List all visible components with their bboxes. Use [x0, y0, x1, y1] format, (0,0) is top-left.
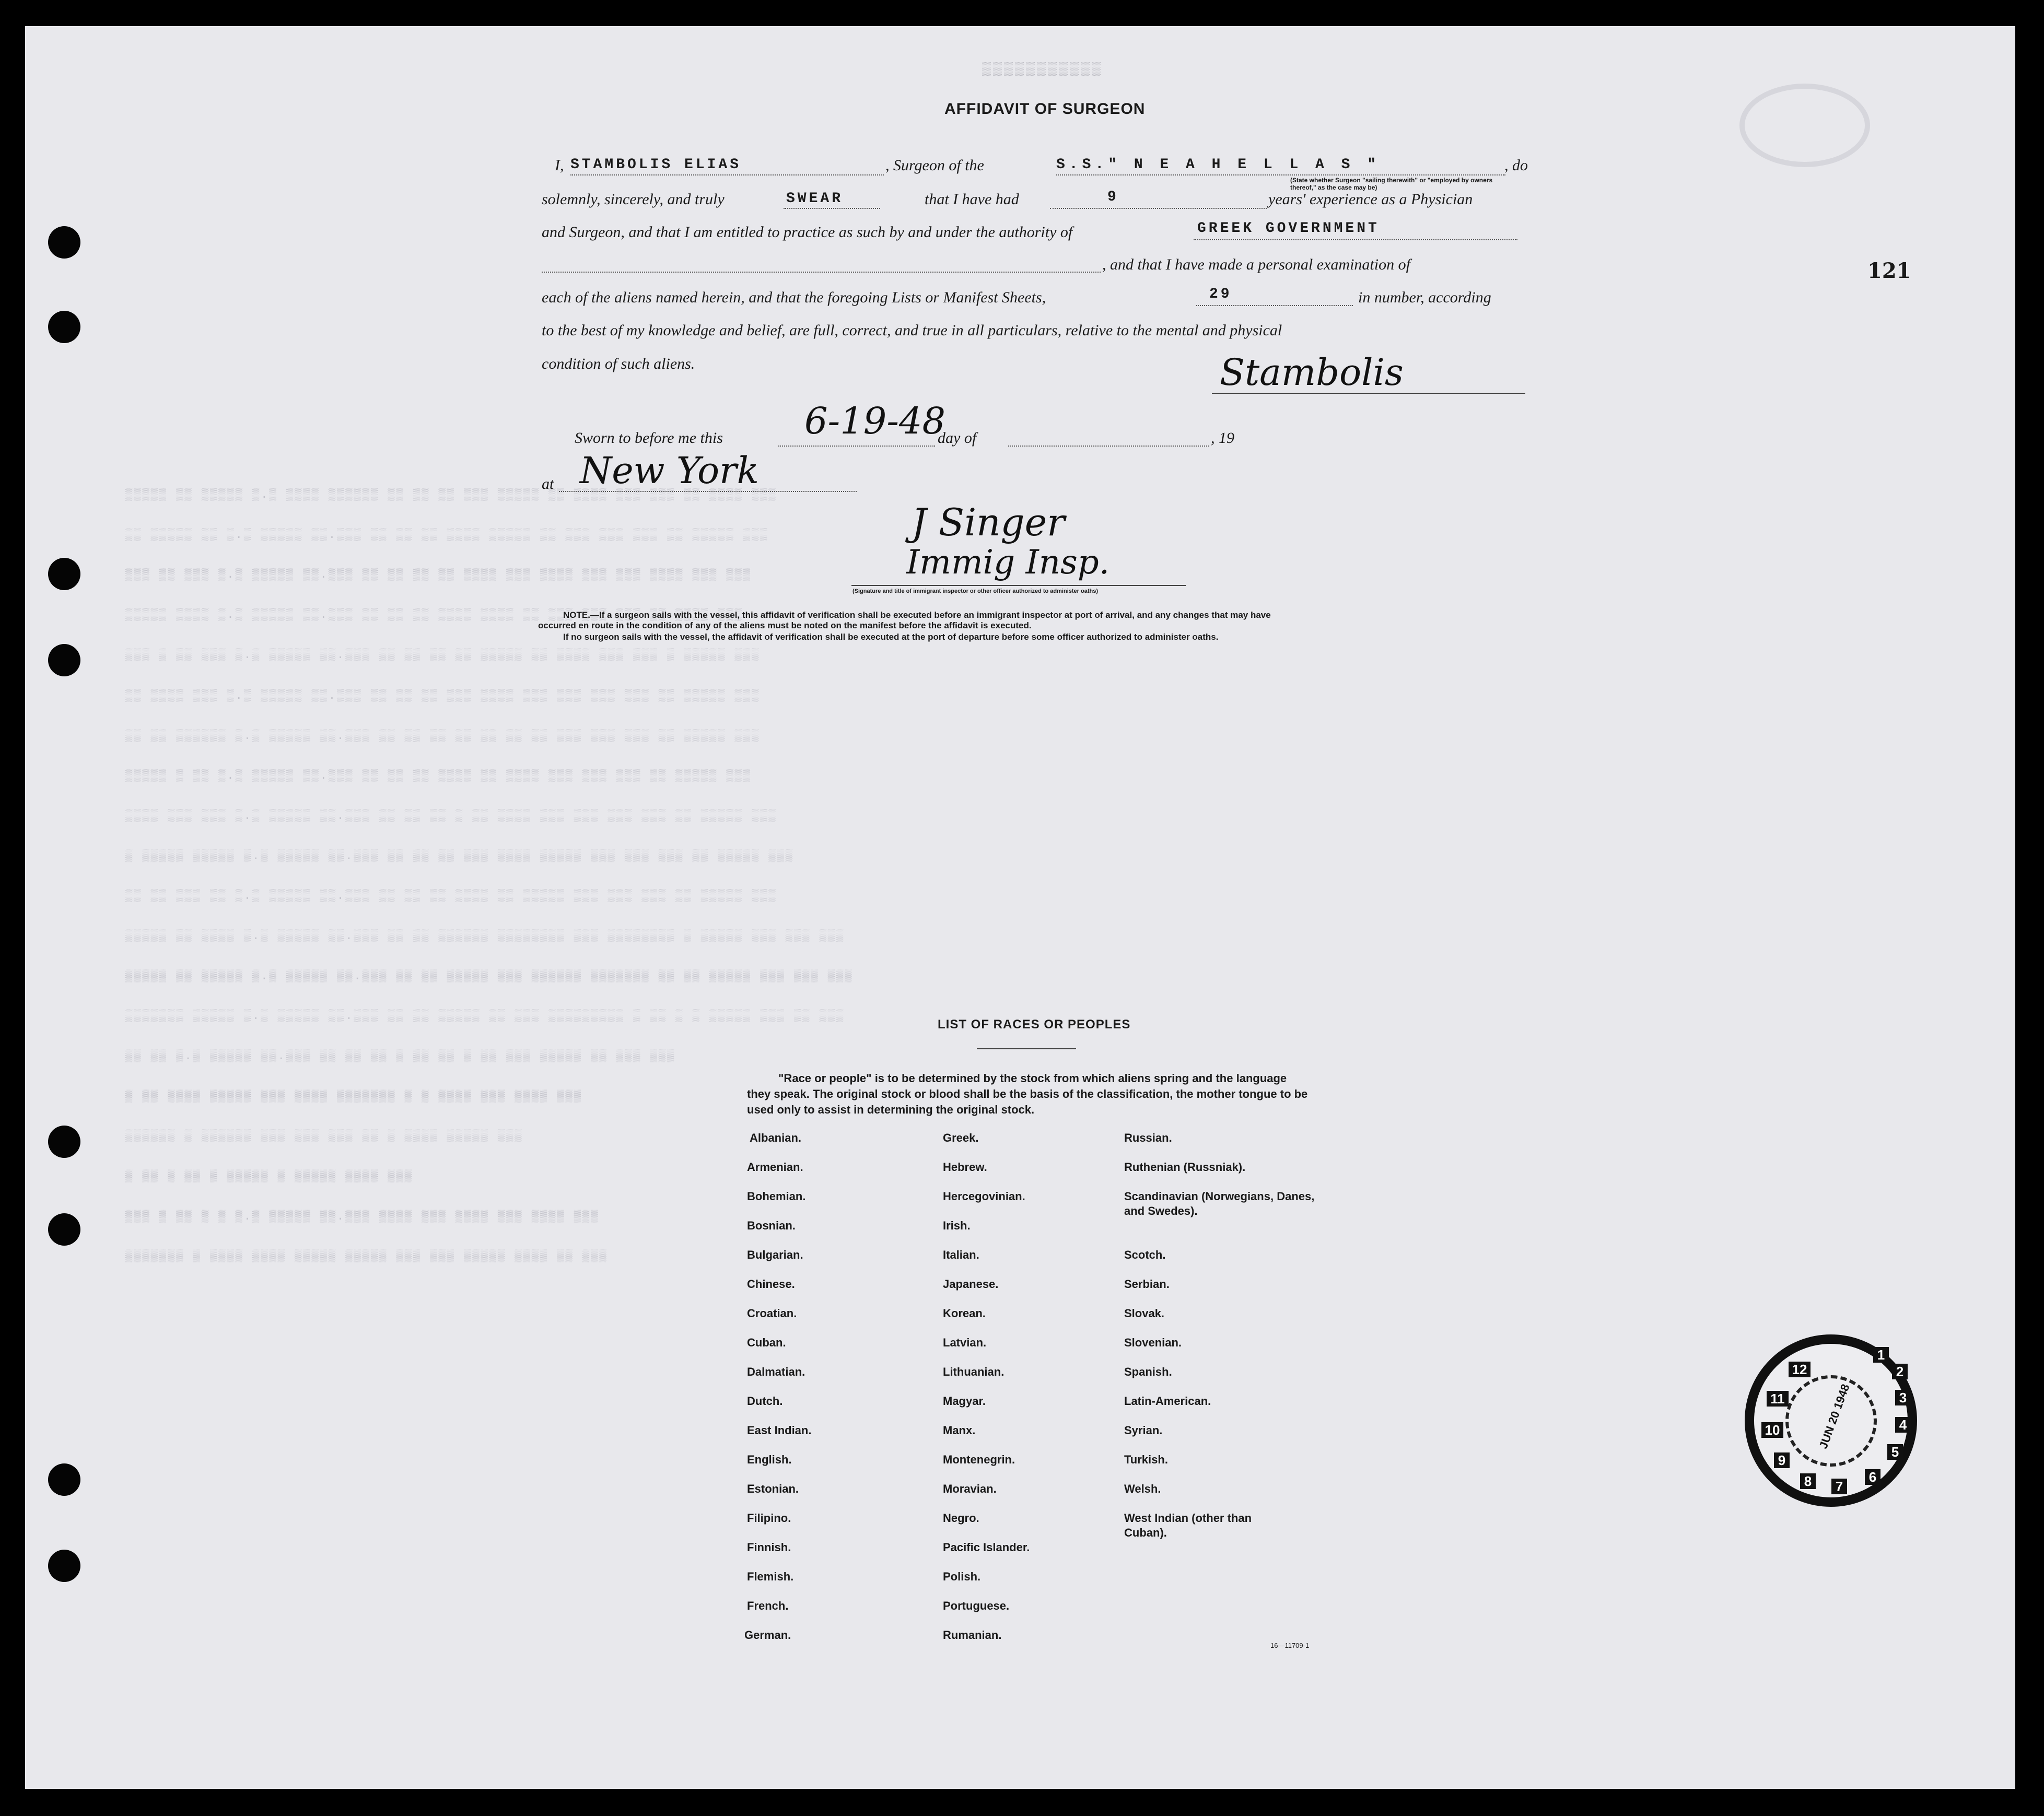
binder-hole — [48, 311, 80, 343]
race-item: Polish. — [943, 1570, 981, 1583]
race-item: Korean. — [943, 1307, 986, 1320]
race-item: Japanese. — [943, 1278, 999, 1291]
note-line-3: If no surgeon sails with the vessel, the affidavit of verification shall be executed at the port of departure before some officer authorized to administer oaths. — [563, 632, 1219, 642]
surgeon-signature: Stambolis — [1220, 351, 1404, 394]
race-item: Montenegrin. — [943, 1453, 1015, 1466]
race-item: Albanian. — [750, 1131, 802, 1144]
stamp-inner-ring — [1785, 1375, 1877, 1467]
race-item: Greek. — [943, 1131, 979, 1144]
stamp-digit: 8 — [1800, 1473, 1816, 1489]
binder-hole — [48, 644, 80, 676]
ship-name-field: S.S." N E A H E L L A S " — [1056, 157, 1381, 173]
race-item: Cuban. — [747, 1336, 786, 1349]
race-item: Slovenian. — [1124, 1336, 1182, 1349]
race-item: Pacific Islander. — [943, 1541, 1030, 1554]
race-item: Scotch. — [1124, 1248, 1166, 1261]
text-fragment: , 19 — [1211, 429, 1234, 447]
note-line-2: occurred en route in the condition of any of the aliens must be noted on the manifest before the affidavit is executed. — [538, 620, 1032, 630]
text-fragment: condition of such aliens. — [542, 355, 695, 372]
text-fragment: each of the aliens named herein, and that the foregoing Lists or Manifest Sheets, — [542, 289, 1046, 306]
stamp-digit: 4 — [1895, 1417, 1911, 1433]
ship-field-caption: (State whether Surgeon "sailing therewith" or "employed by owners thereof," as the case may be) — [1290, 177, 1493, 191]
text-fragment: day of — [938, 429, 977, 447]
races-intro: "Race or people" is to be determined by the stock from which aliens spring and the language they speak. The original stock or blood shall be the basis of the classification, the mother tongue to be used only to assist in determining the original stock. — [747, 1072, 1308, 1116]
oath-field: SWEAR — [786, 191, 844, 207]
page-number: 121 — [1867, 259, 1911, 283]
binder-hole — [48, 226, 80, 259]
faint-header-bleed: ▒▒▒▒▒▒▒▒▒▒▒ — [982, 62, 1103, 76]
race-item: Manx. — [943, 1424, 976, 1437]
place-field: New York — [580, 449, 759, 492]
stamp-digit: 11 — [1767, 1391, 1789, 1407]
note-line-1: NOTE.—If a surgeon sails with the vessel, this affidavit of verification shall be executed before an immigrant inspector at port of arrival, and any changes that may have — [563, 610, 1271, 620]
affidavit-line-1 — [555, 157, 564, 174]
race-item: East Indian. — [747, 1424, 812, 1437]
race-item: Spanish. — [1124, 1365, 1172, 1378]
date-stamp — [1745, 1334, 1917, 1507]
inspector-title: Immig Insp. — [906, 543, 1110, 582]
race-item: Latin-American. — [1124, 1395, 1211, 1408]
stamp-digit: 9 — [1774, 1452, 1790, 1468]
race-item: Rumanian. — [943, 1628, 1002, 1642]
text-fragment: that I have had — [925, 191, 1019, 208]
text-fragment: Sworn to before me this — [575, 429, 723, 447]
race-item: Portuguese. — [943, 1599, 1010, 1612]
race-item: Bosnian. — [747, 1219, 796, 1232]
race-item: Hebrew. — [943, 1161, 987, 1174]
race-item: Estonian. — [747, 1482, 799, 1495]
race-item: Bohemian. — [747, 1190, 806, 1203]
stamp-digit: 10 — [1761, 1422, 1783, 1438]
stamp-digit: 7 — [1831, 1479, 1847, 1494]
stamp-date-text: JUN 20 1948 — [1816, 1382, 1852, 1451]
race-item: Ruthenian (Russniak). — [1124, 1161, 1246, 1174]
binder-hole — [48, 1463, 80, 1496]
race-item: Bulgarian. — [747, 1248, 803, 1261]
text-fragment: to the best of my knowledge and belief, are full, correct, and true in all particulars, relative to the mental and physical — [542, 322, 1282, 339]
race-item: Moravian. — [943, 1482, 997, 1495]
race-item: Serbian. — [1124, 1278, 1170, 1291]
binder-hole — [48, 1550, 80, 1582]
race-item: Armenian. — [747, 1161, 803, 1174]
race-item: Croatian. — [747, 1307, 797, 1320]
authority-field: GREEK GOVERNMENT — [1197, 220, 1380, 237]
text-fragment: solemnly, sincerely, and truly — [542, 191, 725, 208]
form-number: 16—11709-1 — [1270, 1642, 1310, 1649]
stamp-digit: 2 — [1892, 1364, 1908, 1379]
stamp-digit: 5 — [1887, 1444, 1903, 1460]
stamp-digit: 6 — [1865, 1469, 1881, 1485]
inspector-caption: (Signature and title of immigrant inspector or other officer authorized to administer oaths) — [852, 588, 1098, 594]
race-item: Magyar. — [943, 1395, 986, 1408]
race-item: Flemish. — [747, 1570, 794, 1583]
race-item: Filipino. — [747, 1512, 791, 1525]
binder-hole — [48, 1213, 80, 1246]
race-item: Chinese. — [747, 1278, 795, 1291]
race-item: Dalmatian. — [747, 1365, 805, 1378]
race-item: Hercegovinian. — [943, 1190, 1025, 1203]
text-fragment: , Surgeon of the — [885, 157, 984, 174]
races-title: LIST OF RACES OR PEOPLES — [938, 1017, 1131, 1032]
stamp-digit: 1 — [1873, 1347, 1889, 1363]
binder-hole — [48, 558, 80, 590]
race-item: Italian. — [943, 1248, 979, 1261]
race-item: English. — [747, 1453, 792, 1466]
stamp-digit: 12 — [1789, 1362, 1811, 1377]
race-item: Latvian. — [943, 1336, 987, 1349]
text-fragment: I, — [555, 157, 564, 174]
race-item: German. — [744, 1628, 791, 1642]
race-item: Welsh. — [1124, 1482, 1161, 1495]
race-item: West Indian (other than Cuban). — [1124, 1512, 1252, 1539]
text-fragment: , and that I have made a personal examination of — [1102, 256, 1410, 273]
race-item: Lithuanian. — [943, 1365, 1005, 1378]
text-fragment: years' experience as a Physician — [1268, 191, 1473, 208]
text-fragment: , do — [1504, 157, 1528, 174]
race-item: Negro. — [943, 1512, 979, 1525]
race-item: Turkish. — [1124, 1453, 1168, 1466]
stamp-digit: 3 — [1895, 1390, 1911, 1405]
race-item: Slovak. — [1124, 1307, 1165, 1320]
text-fragment: in number, according — [1358, 289, 1491, 306]
race-item: Dutch. — [747, 1395, 783, 1408]
inspector-signature: J Singer — [912, 500, 1065, 544]
race-item: Finnish. — [747, 1541, 791, 1554]
race-item: Syrian. — [1124, 1424, 1163, 1437]
race-item: Russian. — [1124, 1131, 1172, 1144]
race-item: Scandinavian (Norwegians, Danes, and Swedes). — [1124, 1190, 1315, 1217]
years-field: 9 — [1107, 189, 1119, 205]
sworn-date-field: 6-19-48 — [804, 400, 945, 442]
surgeon-name-field: STAMBOLIS ELIAS — [570, 157, 742, 173]
text-fragment: at — [542, 475, 554, 493]
sheets-field: 29 — [1209, 286, 1232, 302]
race-item: French. — [747, 1599, 789, 1612]
binder-hole — [48, 1126, 80, 1158]
race-item: Irish. — [943, 1219, 971, 1232]
text-fragment: and Surgeon, and that I am entitled to practice as such by and under the authority of — [542, 224, 1073, 241]
faint-corner-stamp — [1739, 84, 1870, 167]
affidavit-title: AFFIDAVIT OF SURGEON — [944, 100, 1146, 118]
